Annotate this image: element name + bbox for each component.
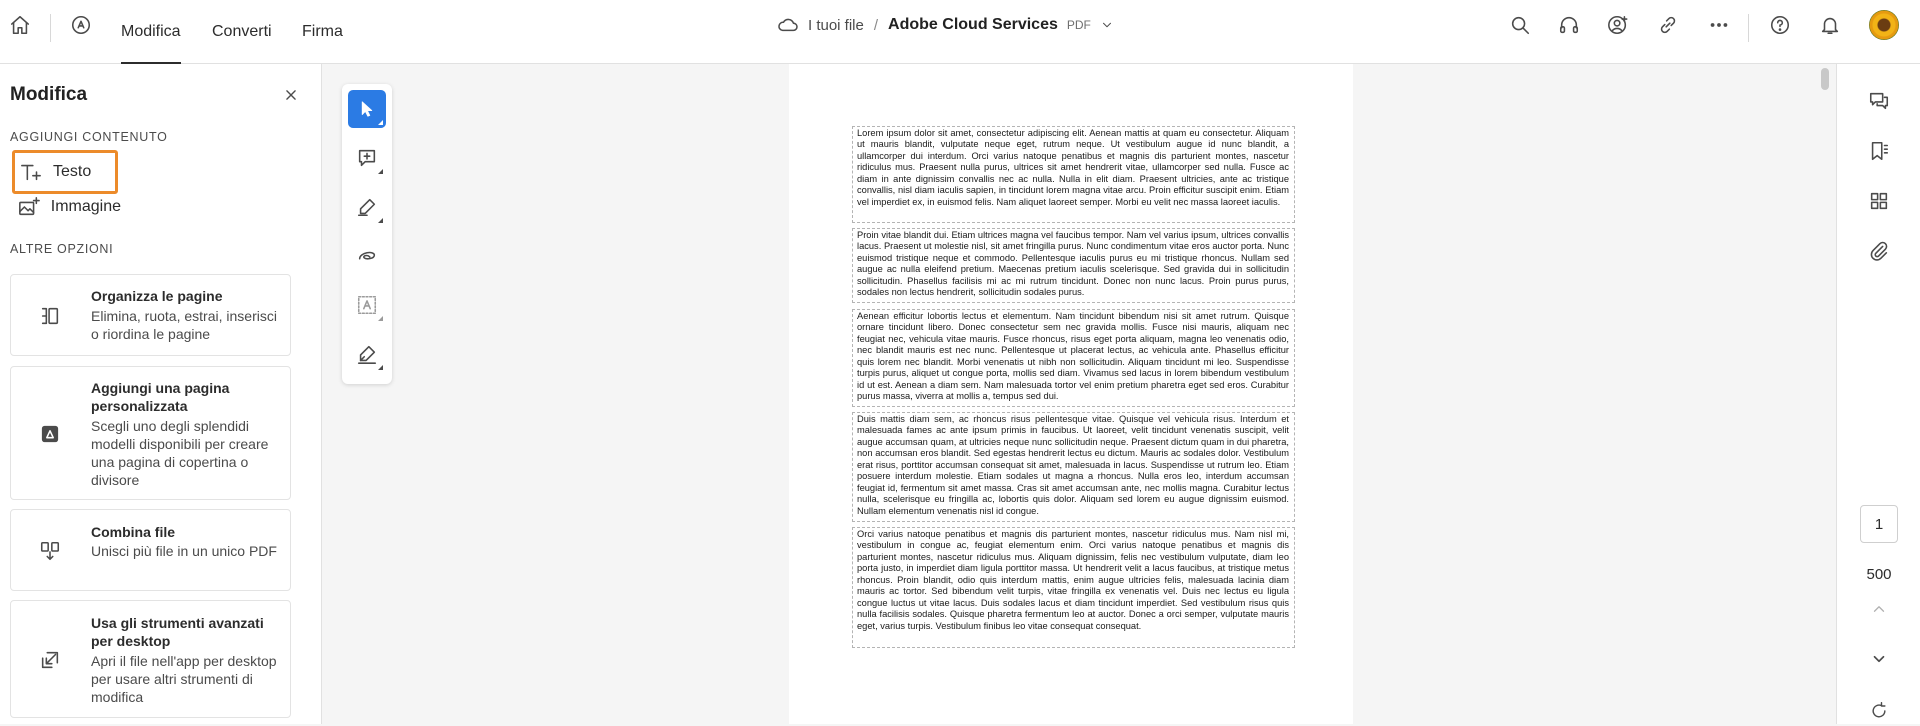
organize-pages-icon [37,303,63,329]
cursor-icon [357,99,377,119]
edit-panel [0,64,322,724]
thumbnails-icon[interactable] [1863,186,1895,216]
file-type-label: PDF [1066,18,1091,32]
attachment-icon[interactable] [1863,236,1895,266]
card-combine-files[interactable] [10,509,291,591]
refresh-icon[interactable] [1863,696,1895,726]
add-text-icon [17,159,45,185]
link-icon[interactable] [1652,12,1684,38]
custom-page-icon [37,421,63,447]
breadcrumb [774,0,1121,50]
card-description: Elimina, ruota, estrai, inserisci o riordina le pagine [91,308,277,342]
card-title: Combina file [91,524,176,540]
cloud-icon [774,13,802,37]
tab-converti[interactable] [212,0,272,64]
more-options-indicator [378,120,383,125]
help-icon[interactable] [1764,12,1796,38]
more-options-indicator [378,218,383,223]
headset-icon[interactable] [1553,12,1585,38]
right-rail [1836,64,1920,724]
chevron-down-icon[interactable] [1863,644,1895,674]
more-options-indicator [378,365,383,370]
tab-label: Modifica [121,23,181,40]
avatar[interactable] [1869,10,1899,40]
text-block-5[interactable]: Orci varius natoque penatibus et magnis dis parturient montes, nascetur ridiculus mus. Nam nisl mi, vestibulum in congue ac, feugiat elementum enim. Orci varius natoque penatibus et magnis dis parturient montes, nascetur ridiculus mus. Aliquam dignissim, felis nec vestibulum vulputate, diam leo porta justo, in imperdiet diam ligula porttitor massa. Ut hendrerit velit a lacus faucibus, at tristique metus rhoncus. Proin blandit, odio quis interdum mattis, enim augue ultricies felis, malesuada lacinia diam mauris ac tortor. Sed bibendum velit turpis, vitae fringilla ex venenatis vel. Duis nec lectus eu ligula congue luctus ut vitae lacus. Duis sodales lacus et diam tincidunt imperdiet. Sed vestibulum risus quis nulla facilisis sodales. Quisque pharetra fermentum leo at auctor. Donec a orci semper, vulputate mauris eget, varius turpis. Vestibulum finibus leo vitae consequat consequat. [852,527,1295,648]
page-total: 500 [1866,566,1892,583]
pen-sign-icon [355,342,379,366]
more-options-indicator [378,316,383,321]
tab-label: Firma [302,23,343,40]
comments-icon[interactable] [1863,86,1895,116]
card-description: Unisci più file in un unico PDF [91,543,277,559]
document-scrollbar[interactable] [1816,64,1836,724]
search-icon[interactable] [1504,12,1536,38]
tab-label: Converti [212,23,272,40]
add-text-label: Testo [53,163,92,180]
card-title: Aggiungi una pagina personalizzata [91,380,230,414]
card-organize-pages[interactable] [10,274,291,356]
sign-tool-button[interactable] [348,335,386,373]
card-description: Scegli uno degli splendidi modelli disponibili per creare una pagina di copertina o divisore [91,418,269,488]
close-icon[interactable] [281,85,301,105]
quick-tools-rail [342,84,392,384]
home-icon[interactable] [4,12,36,38]
card-title: Organizza le pagine [91,288,223,304]
highlight-tool-button[interactable] [348,188,386,226]
open-desktop-icon [37,647,63,673]
combine-files-icon [37,538,63,564]
add-comment-icon [355,146,379,170]
freehand-draw-icon [355,244,379,268]
card-title: Usa gli strumenti avanzati per desktop [91,615,264,649]
tab-modifica[interactable] [121,0,181,64]
chevron-down-icon[interactable] [1093,13,1121,37]
scrollbar-thumb[interactable] [1821,68,1829,90]
top-bar [0,0,1920,64]
card-description: Apri il file nell'app per desktop per usare altri strumenti di modifica [91,653,277,705]
text-box-icon [355,293,379,317]
add-image-label: Immagine [50,198,121,215]
card-open-desktop[interactable] [10,600,291,718]
breadcrumb-separator: / [873,16,879,34]
section-label-other-options: ALTRE OPZIONI [10,242,114,256]
text-box-tool-button[interactable] [348,286,386,324]
more-icon[interactable] [1703,12,1735,38]
add-image-button[interactable] [15,185,121,229]
chevron-up-icon[interactable] [1863,594,1895,624]
document-title[interactable]: Adobe Cloud Services [888,16,1058,33]
divider [50,14,51,42]
section-label-add-content: AGGIUNGI CONTENUTO [10,130,168,144]
acrobat-logo-icon[interactable] [66,12,96,38]
text-block-3[interactable]: Aenean efficitur lobortis lectus et elementum. Nam tincidunt bibendum nisi sit amet rutrum. Quisque ornare tincidunt libero. Donec consectetur sem nec gravida mollis. Fusce nisi mauris, aliquam nec feugiat nec, vehicula vitae mauris. Fusce rhoncus, risus eget porta aliquam, magna leo venenatis odio, nec blandit mauris est nec nunc. Pellentesque ut placerat lectus, ac vehicula ante. Phasellus efficitur quis lorem nec blandit. Morbi venenatis ut nibh non sollicitudin. Aliquam tincidunt mi leo. Suspendisse turpis purus, aliquet ut congue porta, mollis sed diam. Vivamus sed lacus in lorem bibendum vestibulum id ut est. Aenean a diam sem. Nam malesuada tortor vel enim pretium pharetra eget sed eros. Curabitur purus massa, viverra at mollis a, tempus sed dui. [852,309,1295,407]
add-comment-tool-button[interactable] [348,139,386,177]
tab-firma[interactable] [302,0,343,64]
page-number-input[interactable]: 1 [1860,505,1898,543]
divider [1748,14,1749,42]
select-tool-button[interactable] [348,90,386,128]
text-block-1[interactable]: Lorem ipsum dolor sit amet, consectetur adipiscing elit. Aenean mattis at quam eu consectetur. Aliquam ut mauris blandit, vulputate neque eget, rutrum neque. Ut vestibulum augue id nunc blandit, a ullamcorper dui interdum. Orci varius natoque penatibus et magnis dis parturient montes, nascetur ridiculus mus. Praesent nulla purus, ultrices sit amet hendrerit vitae, ullamcorper sed nulla. Fusce ac diam in ante dignissim convallis nec ac nulla. Nulla in elit diam. Praesent ultricies, ante ac tristique convallis, nisl diam iaculis sapien, in tincidunt lorem magna vitae arcu. Proin efficitur suscipit enim. Etiam vel imperdiet ex, in euismod felis. Nam aliquet laoreet semper. Morbi eu velit nec massa laoreet iaculis. [852,126,1295,223]
draw-tool-button[interactable] [348,237,386,275]
text-block-2[interactable]: Proin vitae blandit dui. Etiam ultrices magna vel faucibus tempor. Nam vel varius ipsum, ultrices convallis lacus. Praesent ut molestie nisl, sit amet fringilla purus. Nunc condimentum vitae eros auctor porta. Nunc euismod tristique neque et commodo. Pellentesque iaculis purus eu mi tristique rhoncus. Nullam sed augue ac nulla eleifend pretium. Maecenas pretium iaculis scelerisque. Sed gravida dui in sollicitudin sollicitudin. Phasellus facilisis mi ac mi rutrum tincidunt. Donec non nunc lacus. Proin purus purus, sodales non lectus hendrerit, sollicitudin sodales purus. [852,228,1295,303]
card-custom-page[interactable] [10,366,291,500]
panel-title: Modifica [10,84,88,105]
more-options-indicator [378,169,383,174]
breadcrumb-root[interactable]: I tuoi file [808,16,864,34]
highlighter-icon [355,195,379,219]
text-block-4[interactable]: Duis mattis diam sem, ac rhoncus risus pellentesque vitae. Quisque vel vehicula risus. Interdum et malesuada fames ac ante ipsum primis in faucibus. Ut laoreet, velit tincidunt venenatis suscipit, velit augue accumsan quam, at ultricies neque nunc sollicitudin neque. Praesent dictum quam in dui pharetra, non accumsan eros blandit. Sed egestas hendrerit lectus eu dictum. Mauris ac sodales dolor. Vestibulum erat risus, porttitor accumsan consequat sit amet, malesuada in lacus. Suspendisse ut rutrum leo. Etiam posuere interdum molestie. Etiam sodales ut magna a rhoncus. Nulla eros leo, interdum accumsan feugiat id, fermentum sit amet massa. Cras sit amet accumsan ante, nec mollis magna. Curabitur lectus nulla, scelerisque eu fringilla ac, lobortis quis dolor. Aliquam sed lorem eu augue dignissim euismod. Nullam elementum venenatis nisl id congue. [852,412,1295,522]
bookmark-icon[interactable] [1863,136,1895,166]
add-image-icon [15,194,43,220]
share-user-icon[interactable] [1602,12,1634,38]
bell-icon[interactable] [1814,12,1846,38]
